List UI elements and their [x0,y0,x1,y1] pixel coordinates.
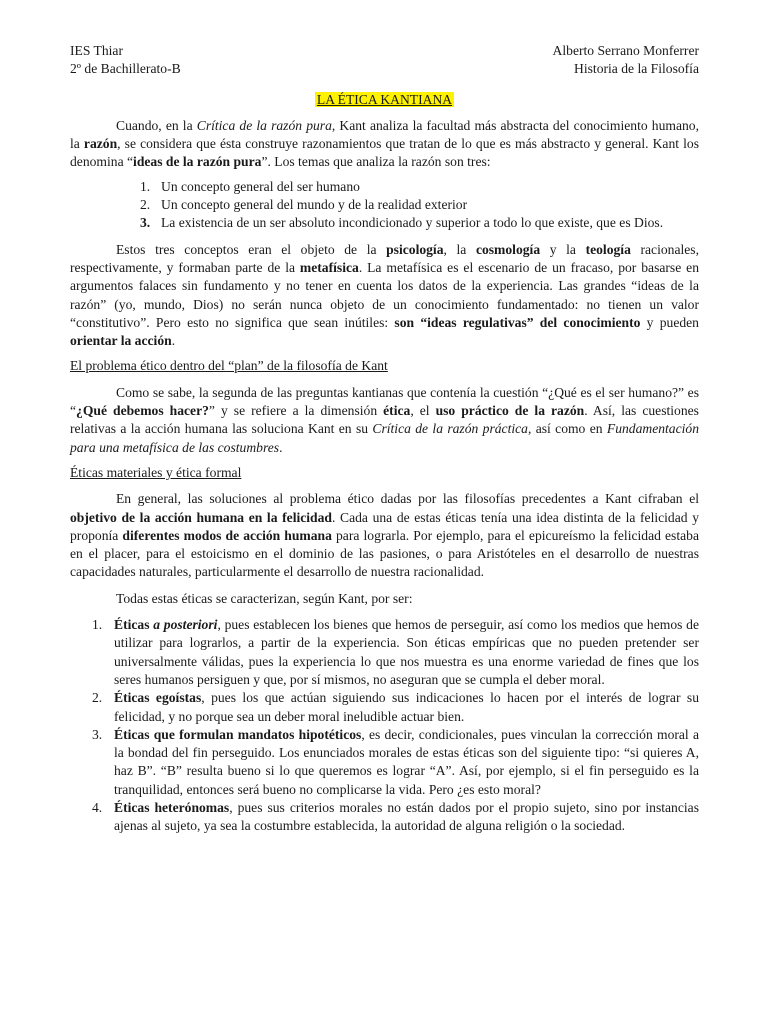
text-run: para lograrla. Por ejemplo, para el epicureísmo la felicidad estaba en el placer, para el estoicismo en el dominio de las pasiones, o para Aristóteles en el desarrollo de nuestras capacidades naturales, particularmente el desarrollo de nuestra racionalidad. [70,527,699,580]
paragraph-practical-reason [70,384,699,457]
list-material-ethics [70,616,699,836]
text-run: , así como en [527,421,607,437]
list-number: 2. [140,197,151,213]
page-header [70,42,699,79]
section-heading-material-formal: Éticas materiales y ética formal [70,464,242,480]
subject-name: Historia de la Filosofía [574,61,699,77]
paragraph-happiness [70,490,699,581]
text-run: racionales, respectivamente, y formaban parte de la [70,241,699,275]
list-number: 1. [92,617,103,633]
text-run: . Cada una de estas éticas tenía una idea distinta de la felicidad y proponía [70,509,699,543]
list-item [70,616,699,689]
author-name: Alberto Serrano Monferrer [552,43,699,58]
text-run: ”. Los temas que analiza la razón son tres: [261,154,491,170]
list-text: La existencia de un ser absoluto incondicionado y superior a todo lo que existe, que es Dios. [161,215,664,231]
text-run: Estos tres conceptos eran el objeto de la [116,241,387,257]
text-run: y pueden [640,314,699,330]
course-name: 2º de Bachillerato-B [70,61,181,77]
list-number: 4. [92,799,103,815]
text-run: , la [443,241,476,257]
text-run: y la [540,241,586,257]
text-run: ” y se refiere a la dimensión [208,403,384,419]
text-run: , el [410,403,436,419]
list-item [70,178,699,196]
bold-term: diferentes modos de acción humana [122,527,332,543]
text-run: , Kant analiza la facultad más abstracta del conocimiento humano, la [70,117,699,152]
bold-term: ¿Qué debemos hacer? [76,403,209,419]
bold-term: uso práctico de la razón [435,403,585,419]
book-title: Crítica de la razón pura [196,117,332,133]
bold-term: son “ideas regulativas” del conocimiento [394,314,641,330]
text-run: . [171,333,176,349]
text-run: . La metafísica es el escenario de un fracaso, por basarse en argumentos falaces sin fundamento y no tener en cuenta los datos de la experiencia. Las grandes “ideas de la razón” (yo, mundo, Dios) no serán nunca objeto de un conocimiento fundamentado: no tienen un valor “constitutivo”. Pero esto no significa que sean inútiles: [70,259,699,330]
list-ideas [70,178,699,233]
list-text: Un concepto general del mundo y de la realidad exterior [161,197,468,213]
list-item [70,726,699,799]
text-run: . Así, las cuestiones relativas a la acción humana las soluciona Kant en su [70,403,699,437]
document-title: LA ÉTICA KANTIANA [316,91,453,107]
text-run: Cuando, en la [116,117,197,133]
list-item [70,214,699,232]
list-text: , pues los que actúan siguiendo sus indicaciones lo hacen por el interés de lograr su felicidad, y no porque sea un deber moral ineludible actuar bien. [114,690,699,724]
list-text: Un concepto general del ser humano [161,178,360,194]
bold-term: ideas de la razón pura [133,154,262,170]
section-heading-ethics-plan: El problema ético dentro del “plan” de la filosofía de Kant [70,358,388,374]
paragraph-metaphysics [70,241,699,351]
list-text: , pues sus criterios morales no están dados por el propio sujeto, sino por instancias ajenas al sujeto, ya sea la costumbre establecida, la autoridad de alguna religión o la sociedad. [114,799,699,834]
list-item [70,689,699,726]
paragraph-characteristics: Todas estas éticas se caracterizan, según Kant, por ser: [116,590,413,606]
document-page [70,42,699,836]
list-item [70,196,699,214]
document-title-wrap [70,91,699,109]
bold-term: orientar la acción [70,333,172,349]
bold-term: Éticas heterónomas [114,799,230,815]
text-run: , se considera que ésta construye razonamientos que tratan de lo que es más abstracto y general. Kant los denomina “ [70,136,699,170]
bold-term: metafísica [299,259,359,275]
header-left [70,42,181,79]
bold-term: cosmología [475,241,541,257]
bold-term: Éticas [114,617,154,633]
list-number: 2. [92,690,103,706]
bold-term: Éticas egoístas [114,690,202,706]
bold-term: psicología [386,241,444,257]
text-run: Como se sabe, la segunda de las preguntas kantianas que contenía la cuestión “¿Qué es el ser humano?” es “ [70,384,699,419]
list-item [70,799,699,836]
book-title: Fundamentación para una metafísica de las costumbres [70,421,700,455]
bold-term: ética [383,403,411,419]
school-name: IES Thiar [70,43,123,58]
bold-term: objetivo de la acción humana en la felicidad [70,509,332,525]
bold-term: teología [585,241,631,257]
bold-term: razón [83,136,118,152]
bold-term: Éticas que formulan mandatos hipotéticos [114,726,362,742]
bold-italic-term: a posteriori [153,617,218,633]
list-number: 1. [140,178,151,194]
list-number: 3. [140,215,151,231]
list-text: , es decir, condicionales, pues vinculan la corrección moral a la bondad del fin perseguido. Los enunciados morales de estas éticas son del siguiente tipo: “si quieres A, haz B”. “B” resulta bueno si lo que queremos es lograr “A”. Así, por ejemplo, si el fin perseguido es la tranquilidad, entonces será bueno no complicarse la vida. Pero ¿es esto moral? [114,726,699,797]
book-title: Crítica de la razón práctica [372,421,528,437]
text-run: . [279,439,283,455]
list-text: , pues establecen los bienes que hemos de perseguir, así como los medios que hemos de utilizar para lograrlos, a partir de la experiencia. Son éticas empíricas que no pueden pretender ser universalmente válidas, pues la experiencia lo que nos muestra es una enorme variedad de fines que los seres humanos persiguen y que, por sí mismos, no aseguran que se cumpla el deber moral. [114,617,699,687]
text-run: En general, las soluciones al problema ético dadas por las filosofías precedentes a Kant cifraban el [116,491,699,507]
header-right [553,42,699,79]
paragraph-intro [70,117,699,172]
list-number: 3. [92,726,103,742]
